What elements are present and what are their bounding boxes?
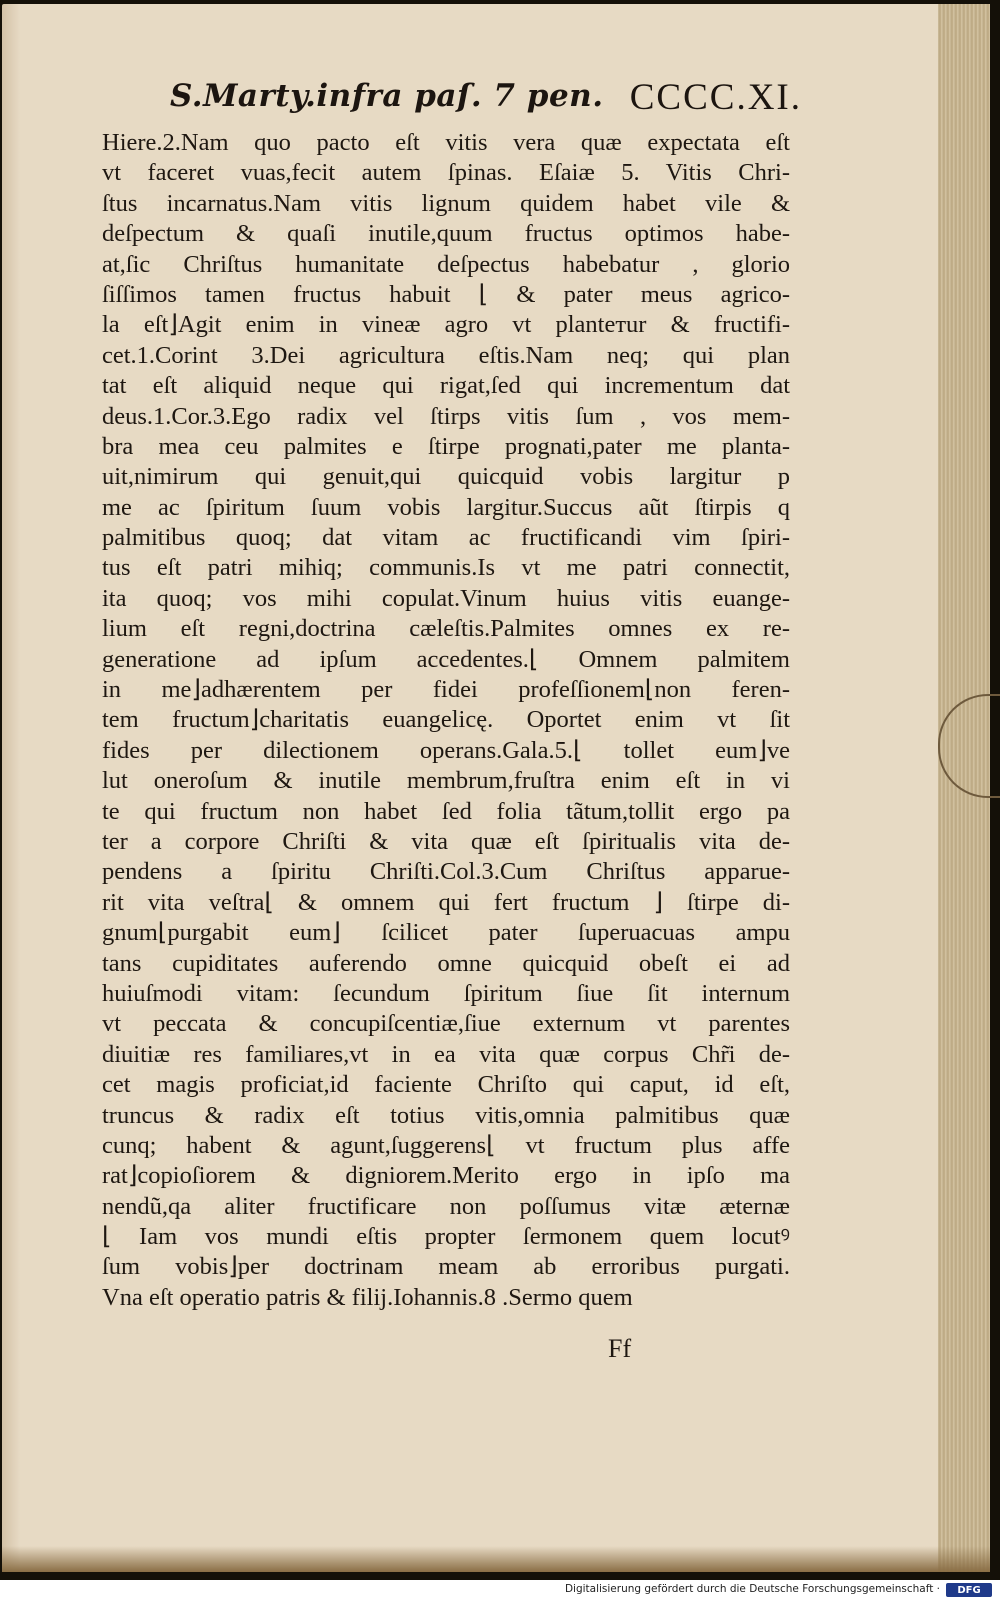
text-line: Hiere.2.Nam quo pacto eſt vitis vera quæ expectata eſt bbox=[102, 129, 790, 156]
text-line: ſum vobis⌋per doctrinam meam ab erroribus purgati. bbox=[102, 1253, 790, 1281]
text-line: generatione ad ipſum accedentes.⌊ Omnem palmitem bbox=[102, 645, 790, 673]
text-line: palmitibus quoq; dat vitam ac fructificandi vim ſpiri- bbox=[102, 524, 790, 552]
text-line: deus.1.Cor.3.Ego radix vel ſtirps vitis ſum , vos mem- bbox=[102, 402, 790, 430]
text-line: lut oneroſum & inutile membrum,fruſtra enim eſt in vi bbox=[102, 767, 790, 795]
text-line: at,ſic Chriſtus humanitate deſpectus habebatur , glorio bbox=[102, 250, 790, 278]
text-line: truncus & radix eſt totius vitis,omnia palmitibus quæ bbox=[102, 1101, 790, 1129]
text-line: ita quoq; vos mihi copulat.Vinum huius vitis euange- bbox=[102, 584, 790, 612]
text-line: tem fructum⌋charitatis euangelicę. Oportet enim vt ſit bbox=[102, 706, 790, 734]
funding-credit: Digitalisierung gefördert durch die Deutsche Forschungsgemeinschaft · bbox=[564, 1583, 940, 1595]
text-line: cunq; habent & agunt,ſuggerens⌊ vt fructum plus affe bbox=[102, 1131, 790, 1159]
text-line: nendũ,qa aliter fructificare non poſſumus vitæ æternæ bbox=[102, 1192, 790, 1220]
running-head: S.Marty.infra paſ. 7 pen. bbox=[170, 78, 604, 114]
text-line: tus eſt patri mihiq; communis.Is vt me patri connectit, bbox=[102, 554, 790, 582]
page-header bbox=[170, 76, 802, 124]
text-line: ſtus incarnatus.Nam vitis lignum quidem habet vile & bbox=[102, 189, 790, 217]
text-line: tat eſt aliquid neque qui rigat,ſed qui incrementum dat bbox=[102, 372, 790, 400]
text-line: lium eſt regni,doctrina cæleſtis.Palmites omnes ex re- bbox=[102, 615, 790, 643]
text-line: ⌊ Iam vos mundi eſtis propter ſermonem quem locutꝰ bbox=[102, 1223, 790, 1251]
text-line: gnum⌊purgabit eum⌋ ſcilicet pater ſuperuacuas ampu bbox=[102, 919, 790, 947]
body-text bbox=[102, 128, 790, 1313]
text-line: uit,nimirum qui genuit,qui quicquid vobis largitur p bbox=[102, 463, 790, 491]
text-line: ſiſſimos tamen fructus habuit ⌊ & pater meus agrico- bbox=[102, 280, 790, 308]
page-bottom-shadow bbox=[2, 1546, 990, 1572]
text-line: rat⌋copioſiorem & digniorem.Merito ergo in ipſo ma bbox=[102, 1162, 790, 1190]
text-line: la eſt⌋Agit enim in vineæ agro vt planteтur & fructifi- bbox=[102, 311, 790, 339]
footer-bar bbox=[0, 1580, 1000, 1601]
text-line: rit vita veſtra⌊ & omnem qui fert fructum ⌋ ſtirpe di- bbox=[102, 888, 790, 916]
text-line: huiuſmodi vitam: ſecundum ſpiritum ſiue ſit internum bbox=[102, 979, 790, 1007]
text-line: vt peccata & concupiſcentiæ,ſiue externum vt parentes bbox=[102, 1010, 790, 1038]
text-line: vt faceret vuas,fecit autem ſpinas. Eſaiæ 5. Vitis Chri- bbox=[102, 159, 790, 187]
text-line: me ac ſpiritum ſuum vobis largitur.Succus aũt ſtirpis q bbox=[102, 493, 790, 521]
text-line: ter a corpore Chriſti & vita quæ eſt ſpiritualis vita de- bbox=[102, 827, 790, 855]
text-line: deſpectum & quaſi inutile,quum fructus optimos habe- bbox=[102, 220, 790, 248]
text-line: Vna eſt operatio patris & filij.Iohannis.8 .Sermo quem bbox=[102, 1283, 633, 1311]
book-page bbox=[2, 4, 990, 1572]
text-line: cet.1.Corint 3.Dei agricultura eſtis.Nam neq; qui plan bbox=[102, 341, 790, 369]
text-line: diuitiæ res familiares,vt in ea vita quæ corpus Chr̃i de- bbox=[102, 1040, 790, 1068]
dfg-logo: DFG bbox=[946, 1583, 992, 1597]
folio-number: CCCC.XI. bbox=[629, 77, 802, 118]
text-line: cet magis proficiat,id faciente Chriſto qui caput, id eſt, bbox=[102, 1071, 790, 1099]
text-line: in me⌋adhærentem per fidei profeſſionem⌊non feren- bbox=[102, 676, 790, 704]
signature-mark: Ff bbox=[608, 1334, 632, 1363]
text-line: pendens a ſpiritu Chriſti.Col.3.Cum Chriſtus apparue- bbox=[102, 858, 790, 886]
text-line: fides per dilectionem operans.Gala.5.⌊ tollet eum⌋ve bbox=[102, 736, 790, 764]
text-line: te qui fructum non habet ſed folia tãtum,tollit ergo pa bbox=[102, 797, 790, 825]
text-line: bra mea ceu palmites e ſtirpe prognati,pater me planta- bbox=[102, 432, 790, 460]
text-line: tans cupiditates auferendo omne quicquid obeſt ei ad bbox=[102, 949, 790, 977]
